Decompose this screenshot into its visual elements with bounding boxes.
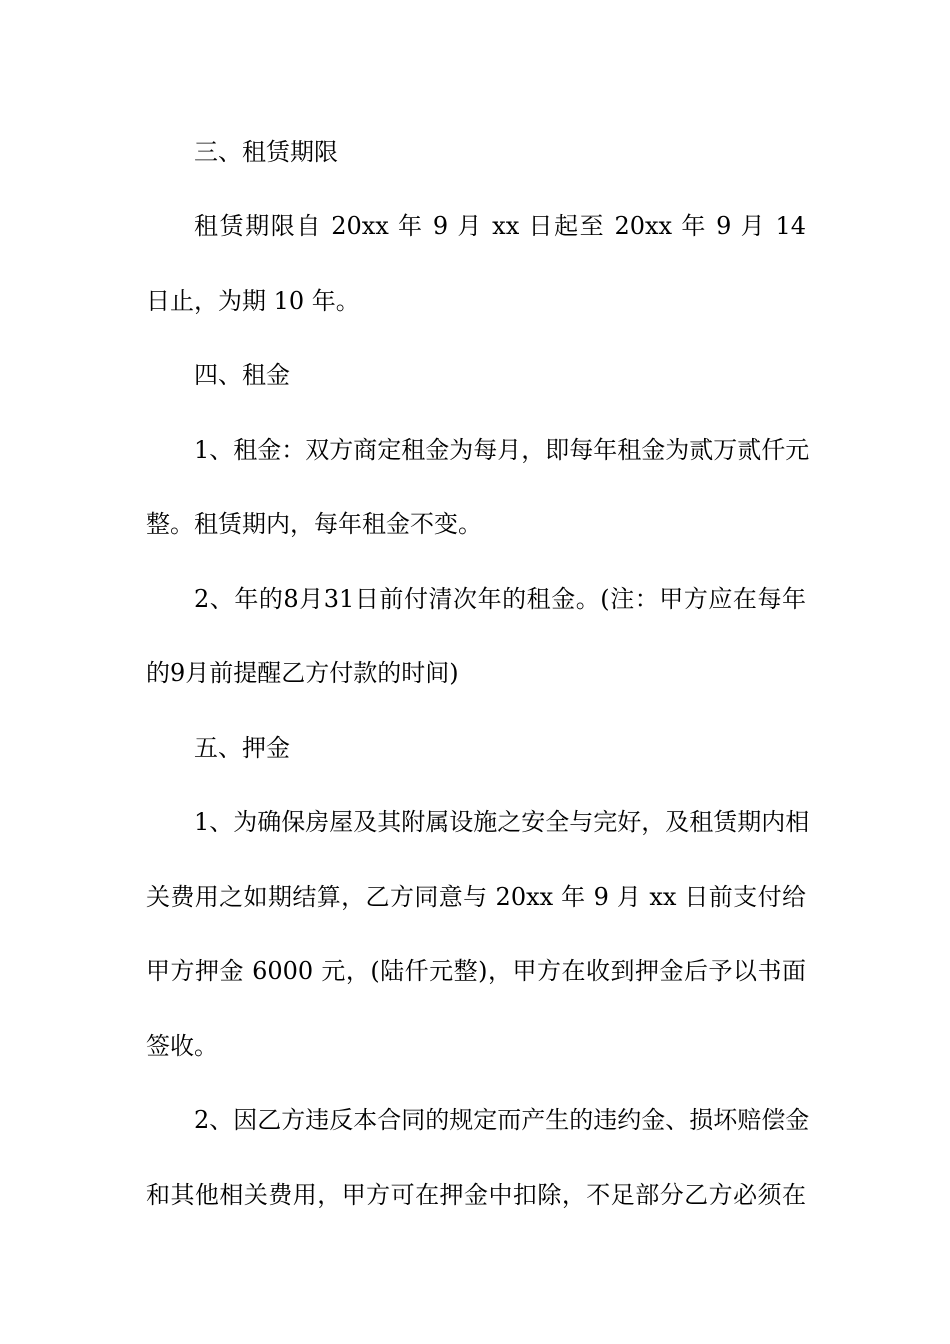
paragraph-line: 的9月前提醒乙方付款的时间) bbox=[146, 659, 459, 687]
paragraph-line: 租赁期限自 20xx 年 9 月 xx 日起至 20xx 年 9 月 14 bbox=[194, 212, 806, 240]
paragraph-line: 整。租赁期内，每年租金不变。 bbox=[146, 510, 482, 538]
paragraph-line: 日止，为期 10 年。 bbox=[146, 287, 360, 315]
paragraph-line: 1、租金：双方商定租金为每月，即每年租金为贰万贰仟元 bbox=[194, 436, 810, 464]
heading-lease-term: 三、租赁期限 bbox=[194, 138, 338, 166]
paragraph-line: 关费用之如期结算，乙方同意与 20xx 年 9 月 xx 日前支付给 bbox=[146, 883, 806, 911]
heading-deposit: 五、押金 bbox=[194, 734, 290, 762]
paragraph-line: 2、因乙方违反本合同的规定而产生的违约金、损坏赔偿金 bbox=[194, 1106, 810, 1134]
paragraph-line: 签收。 bbox=[146, 1032, 218, 1060]
paragraph-line: 和其他相关费用，甲方可在押金中扣除，不足部分乙方必须在 bbox=[146, 1181, 806, 1209]
paragraph-line: 2、年的8月31日前付清次年的租金。(注：甲方应在每年 bbox=[194, 585, 806, 613]
heading-rent: 四、租金 bbox=[194, 361, 290, 389]
paragraph-line: 甲方押金 6000 元，(陆仟元整)，甲方在收到押金后予以书面 bbox=[146, 957, 806, 985]
paragraph-line: 1、为确保房屋及其附属设施之安全与完好，及租赁期内相 bbox=[194, 808, 810, 836]
